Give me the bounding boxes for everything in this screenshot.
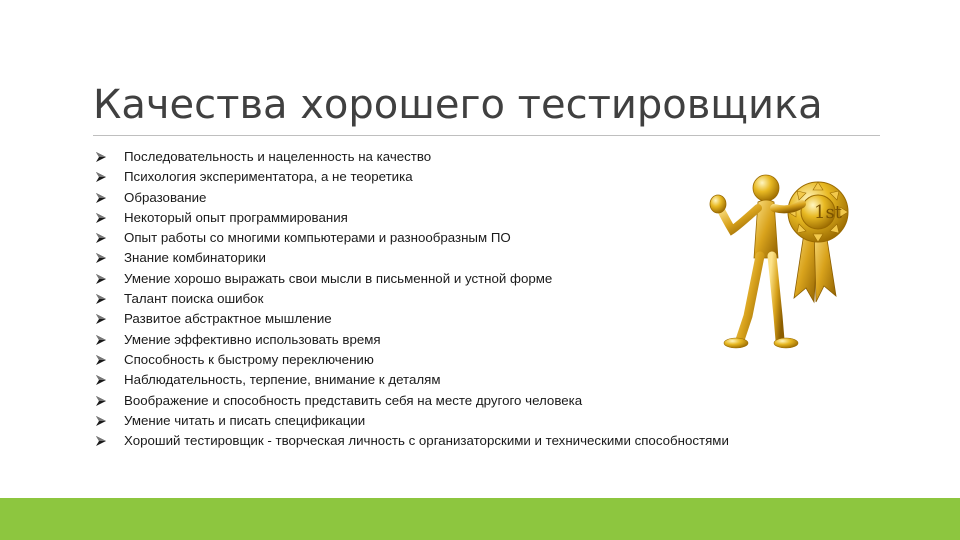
arrowhead-bullet-icon [95,374,107,386]
slide-title: Качества хорошего тестировщика [93,82,823,128]
arrowhead-bullet-icon [95,171,107,183]
bullet-text: Воображение и способность представить себя на месте другого человека [124,392,583,408]
arrowhead-bullet-icon [95,435,107,447]
arrowhead-bullet-icon [95,334,107,346]
bullet-text: Хороший тестировщик - творческая личность с организаторскими и техническими способностями [124,433,729,449]
title-divider [93,135,880,136]
bullet-text: Развитое абстрактное мышление [124,311,332,327]
bullet-text: Наблюдательность, терпение, внимание к деталям [124,372,441,388]
bullet-text: Умение хорошо выражать свои мысли в письменной и устной форме [124,270,553,286]
arrowhead-bullet-icon [95,232,107,244]
arrowhead-bullet-icon [95,313,107,325]
bullet-text: Умение эффективно использовать время [124,331,381,347]
arrowhead-bullet-icon [95,252,107,264]
bullet-text: Опыт работы со многими компьютерами и разнообразным ПО [124,230,511,246]
bullet-text: Знание комбинаторики [124,250,266,266]
bullet-text: Последовательность и нацеленность на качество [124,149,432,164]
arrowhead-bullet-icon [95,354,107,366]
footer-accent-bar [0,498,960,540]
bullet-text: Некоторый опыт программирования [124,209,348,225]
bullet-text: Способность к быстрому переключению [124,351,374,367]
bullet-text: Умение читать и писать спецификации [124,412,366,428]
arrowhead-bullet-icon [95,395,107,407]
arrowhead-bullet-icon [95,415,107,427]
arrowhead-bullet-icon [95,212,107,224]
bullet-text: Образование [124,189,207,205]
bullet-text: Талант поиска ошибок [124,291,264,307]
arrowhead-bullet-icon [95,273,107,285]
medal-text: 1st [814,202,842,223]
arrowhead-bullet-icon [95,151,107,163]
gold-figure-with-medal-icon [698,168,868,358]
arrowhead-bullet-icon [95,293,107,305]
arrowhead-bullet-icon [95,192,107,204]
bullet-text: Психология экспериментатора, а не теоретика [124,169,413,185]
